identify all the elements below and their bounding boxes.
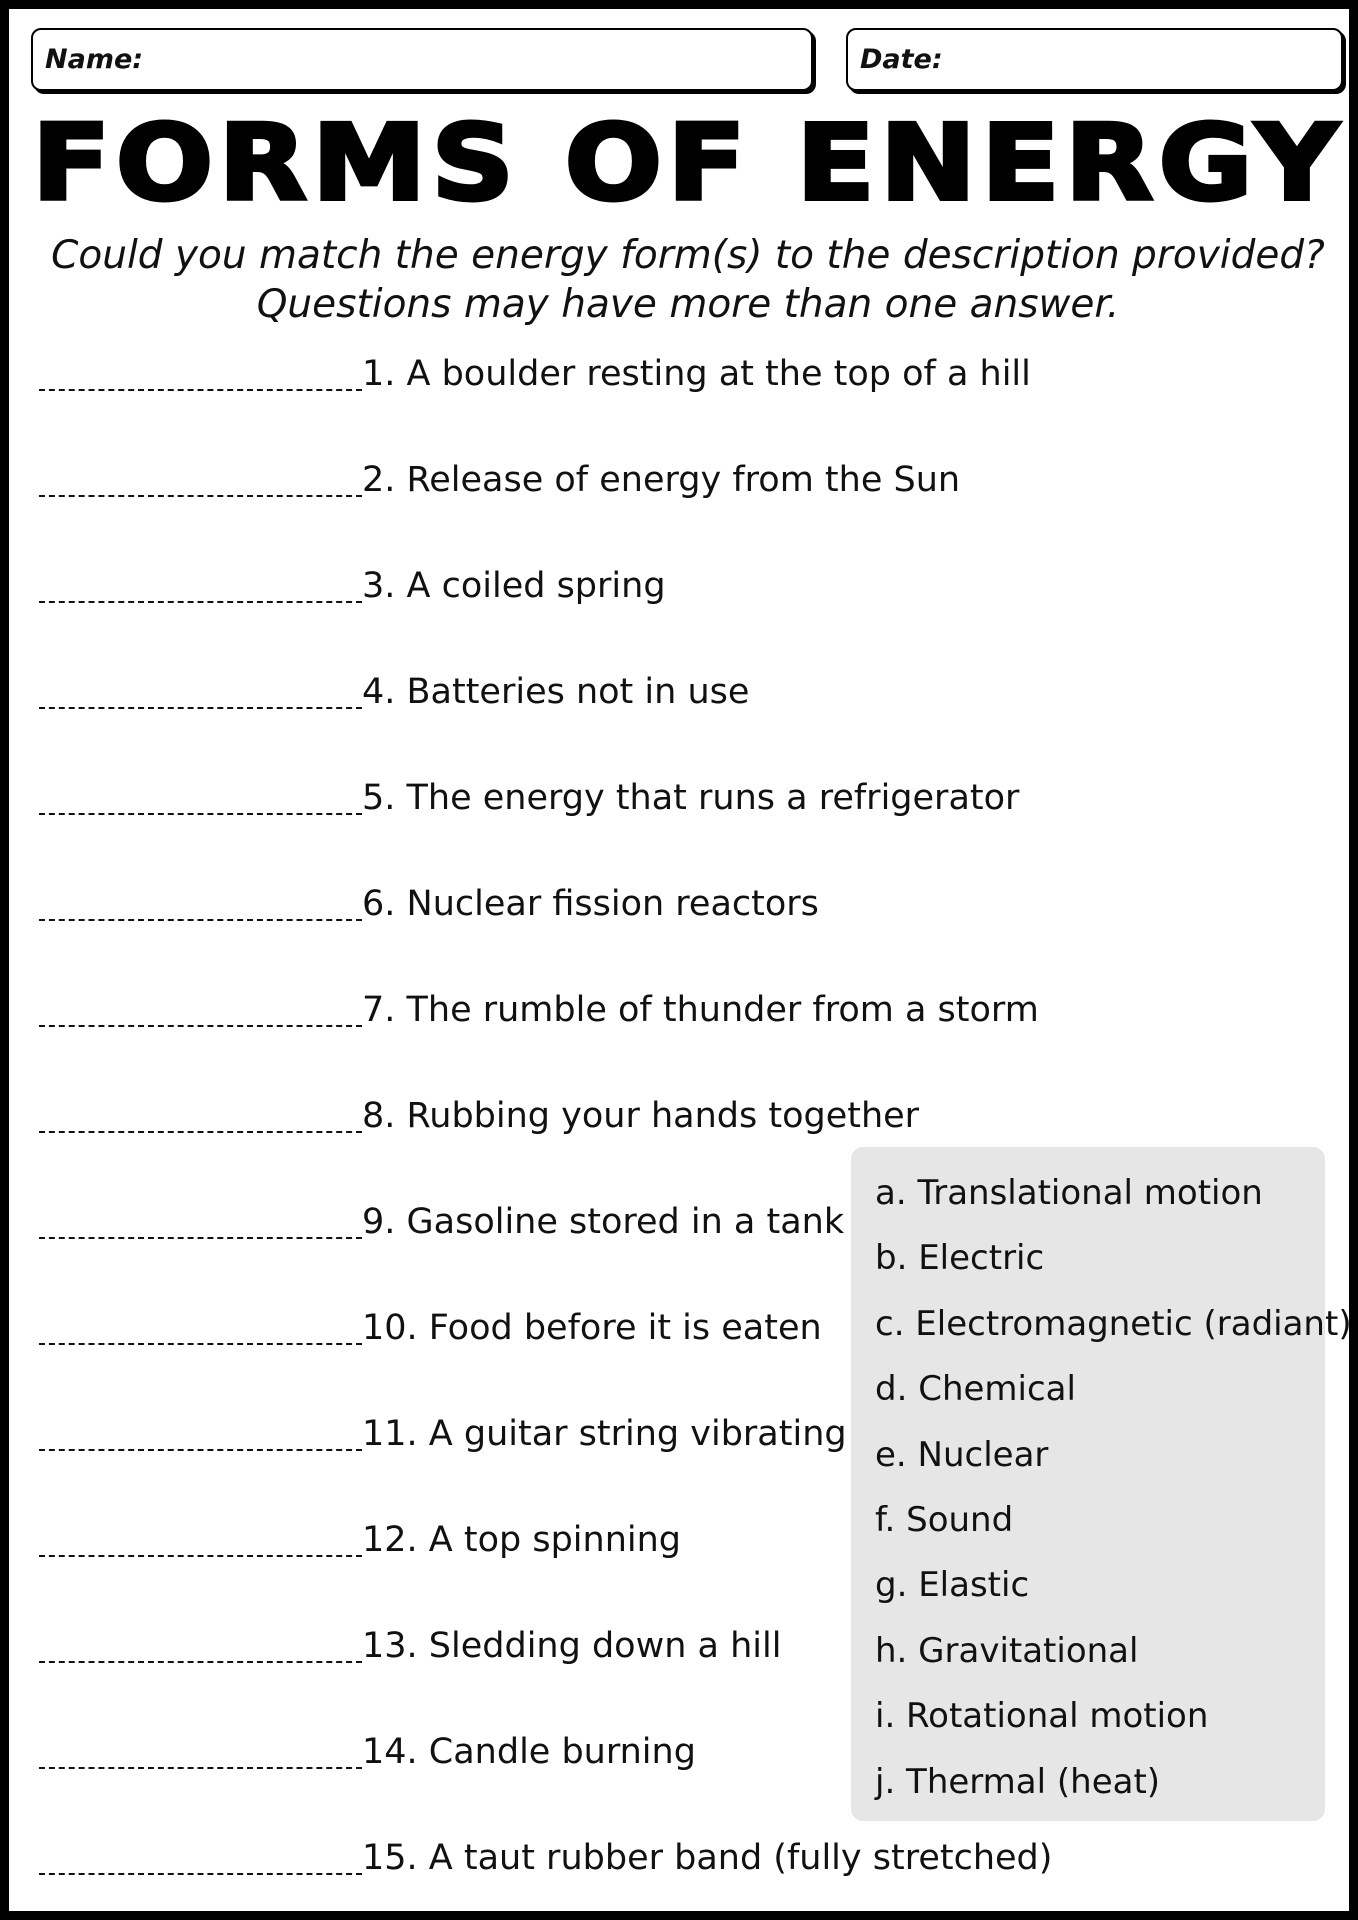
question-item	[39, 1515, 681, 1565]
question-text: 1. A boulder resting at the top of a hill	[362, 354, 1031, 394]
question-text: 4. Batteries not in use	[362, 672, 750, 712]
answer-blank[interactable]	[39, 1019, 362, 1027]
question-text: 12. A top spinning	[362, 1520, 681, 1560]
answer-blank[interactable]	[39, 1655, 362, 1663]
answer-blank[interactable]	[39, 1443, 362, 1451]
question-item	[39, 1833, 1052, 1883]
date-field[interactable]	[846, 28, 1343, 91]
question-item	[39, 1727, 696, 1777]
question-text: 7. The rumble of thunder from a storm	[362, 990, 1039, 1030]
answer-option: i. Rotational motion	[875, 1696, 1209, 1737]
question-item	[39, 773, 1019, 823]
answer-option: b. Electric	[875, 1238, 1045, 1279]
question-text: 10. Food before it is eaten	[362, 1308, 822, 1348]
question-text: 6. Nuclear fission reactors	[362, 884, 819, 924]
question-item	[39, 1197, 844, 1247]
question-item	[39, 349, 1031, 399]
question-text: 13. Sledding down a hill	[362, 1626, 782, 1666]
answer-option: a. Translational motion	[875, 1173, 1263, 1213]
answer-bank	[851, 1147, 1352, 1821]
answer-blank[interactable]	[39, 1231, 362, 1239]
answer-option: e. Nuclear	[875, 1434, 1049, 1475]
answer-blank[interactable]	[39, 701, 362, 709]
question-item	[39, 1409, 847, 1459]
answer-blank[interactable]	[39, 595, 362, 603]
question-text: 5. The energy that runs a refrigerator	[362, 778, 1020, 818]
question-text: 15. A taut rubber band (fully stretched)	[362, 1838, 1053, 1878]
answer-blank[interactable]	[39, 807, 362, 815]
instructions-line-2: Questions may have more than one answer.	[256, 282, 1120, 327]
answer-option: g. Elastic	[875, 1565, 1030, 1606]
question-text: 11. A guitar string vibrating	[362, 1414, 847, 1454]
answer-blank[interactable]	[39, 1549, 362, 1557]
answer-option: j. Thermal (heat)	[875, 1761, 1161, 1802]
answer-blank[interactable]	[39, 1125, 362, 1133]
question-text: 2. Release of energy from the Sun	[362, 460, 961, 500]
answer-option: f. Sound	[875, 1499, 1014, 1540]
answer-blank[interactable]	[39, 383, 362, 391]
answer-blank[interactable]	[39, 913, 362, 921]
name-label: Name:	[45, 44, 144, 75]
answer-blank[interactable]	[39, 1867, 362, 1875]
answer-option: d. Chemical	[875, 1369, 1076, 1410]
question-item	[39, 667, 749, 717]
question-item	[39, 561, 666, 611]
question-item	[39, 1621, 781, 1671]
answer-option: c. Electromagnetic (radiant)	[875, 1303, 1352, 1344]
instructions-line-1: Could you match the energy form(s) to the description provided?	[51, 233, 1325, 278]
question-item	[39, 1303, 822, 1353]
question-item	[39, 879, 819, 929]
question-text: 8. Rubbing your hands together	[362, 1096, 920, 1136]
question-text: 9. Gasoline stored in a tank	[362, 1202, 845, 1242]
name-field[interactable]	[31, 28, 813, 91]
instructions	[9, 231, 1358, 329]
question-item	[39, 1091, 919, 1141]
worksheet-title: FORMS OF ENERGY	[32, 102, 1344, 224]
date-label: Date:	[860, 44, 943, 75]
answer-blank[interactable]	[39, 1337, 362, 1345]
answer-blank[interactable]	[39, 489, 362, 497]
question-item	[39, 985, 1039, 1035]
answer-blank[interactable]	[39, 1761, 362, 1769]
question-text: 14. Candle burning	[362, 1732, 696, 1772]
answer-option: h. Gravitational	[875, 1630, 1139, 1671]
question-text: 3. A coiled spring	[362, 566, 666, 606]
question-item	[39, 455, 960, 505]
